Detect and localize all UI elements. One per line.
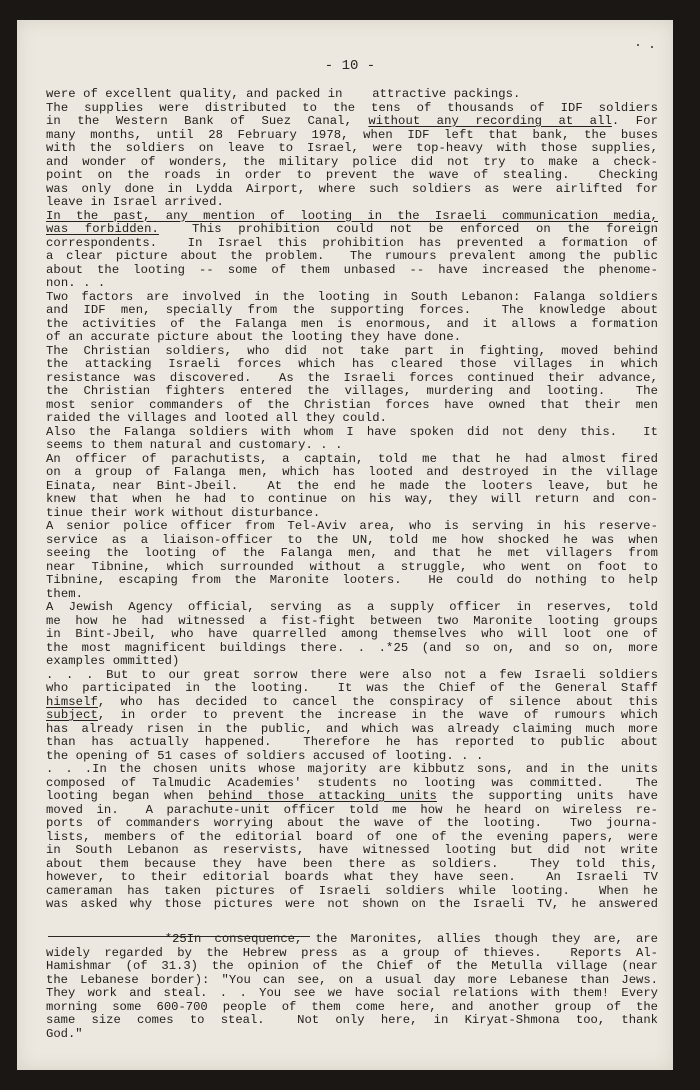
text-run: composed of Talmudic Academies' students no looting was committed. The [46, 775, 658, 790]
footnote-line [46, 974, 658, 988]
text-line [46, 385, 658, 399]
text-run: near Tibnine, which surrounded without a struggle, who went on foot to [46, 559, 658, 574]
text-line [46, 358, 658, 372]
text-line [46, 669, 658, 683]
text-run: An officer of parachutists, a captain, told me that he had almost fired [46, 451, 658, 466]
text-run: with the soldiers on leave to Israel, were top-heavy with those supplies, [46, 141, 658, 155]
text-line [46, 844, 658, 858]
text-line [46, 534, 658, 548]
text-run: resistance was discovered. As the Israeli forces continued their advance, [46, 370, 658, 385]
text-run: ports of commanders worrying about the wave of the looting. Two journa- [46, 816, 658, 830]
text-run: cameraman has taken pictures of Israeli soldiers while looting. When he [46, 883, 658, 898]
text-run: . . . But to our great sorrow there were also not a few Israeli soldiers [46, 667, 658, 682]
text-run: of an accurate picture about the looting they have done. [46, 330, 462, 344]
text-line [46, 318, 658, 332]
text-run: was only done in Lydda Airport, where such soldiers as were airlifted for [46, 181, 658, 196]
text-run: tinue their work without disturbance. [46, 505, 321, 520]
text-run: moved in. A parachute-unit officer told me how he heard on wireless re- [46, 802, 658, 817]
text-run: me how he had witnessed a fist-fight between two Maronite looting groups [46, 613, 658, 628]
text-line [46, 507, 658, 521]
text-run: examples ommitted) [46, 654, 180, 668]
text-line [46, 250, 658, 264]
text-line [46, 196, 658, 210]
text-run: The supplies were distributed to the tens of thousands of IDF soldiers [46, 100, 658, 115]
text-line [46, 372, 658, 386]
text-line [46, 817, 658, 831]
text-line [46, 871, 658, 885]
text-line [46, 547, 658, 561]
text-run: raided the villages and looted all they could. [46, 411, 388, 425]
text-line [46, 426, 658, 440]
text-run: who participated in the looting. It was the Chief of the General Staff [46, 681, 658, 695]
text-line [46, 237, 658, 251]
paper-speck [651, 46, 653, 48]
footnote-line [46, 1028, 658, 1042]
text-run: the Christian fighters entered the villages, murdering and looting. The [46, 384, 658, 398]
text-run: Also the Falanga soldiers with whom I have spoken did not deny this. It [46, 424, 658, 439]
text-run: most senior commanders of the Christian forces have owned that their men [46, 397, 658, 412]
text-run: same size comes to steal. Not only here, in Kiryat-Shmona too, thank [46, 1013, 658, 1027]
text-line [46, 304, 658, 318]
text-run: about the looting -- some of them unbased -- have increased the phenome- [46, 262, 658, 277]
footnote-line [46, 1014, 658, 1028]
text-line [46, 129, 658, 143]
footnote-line [46, 987, 658, 1001]
text-line [46, 291, 658, 305]
text-line [46, 102, 658, 116]
text-line [46, 277, 658, 291]
text-line [46, 642, 658, 656]
text-line [46, 574, 658, 588]
paper-speck [637, 44, 639, 46]
text-run: , who has decided to cancel the conspiracy of silence about this [97, 694, 658, 709]
text-run: lists, members of the editorial board of one of the evening papers, were [46, 829, 658, 844]
text-run: them. [46, 586, 84, 601]
text-run: They work and steal. . . You see we have social relations with them! Every [46, 986, 658, 1000]
text-run: point on the roads in order to prevent the wave of stealing. Checking [46, 168, 658, 182]
footnote-line [46, 947, 658, 961]
text-run: seems to them natural and customary. . . [46, 438, 343, 452]
underlined-text: himself [46, 694, 98, 709]
text-line [46, 412, 658, 426]
text-run: however, to their editorial boards what they have seen. An Israeli TV [46, 870, 658, 884]
text-line [46, 88, 658, 102]
underlined-text: was forbidden. [46, 222, 159, 236]
text-line [46, 142, 658, 156]
text-line [46, 520, 658, 534]
text-line [46, 439, 658, 453]
text-run: service as a liaison-officer to the UN, told me how shocked he was when [46, 532, 658, 547]
text-run: looting began when [46, 789, 209, 803]
text-line [46, 183, 658, 197]
text-line [46, 885, 658, 899]
text-run: and IDF men, specially from the supporting forces. The knowledge about [46, 303, 658, 317]
text-run: This prohibition could not be enforced on the foreign [158, 222, 658, 236]
text-run: Einata, near Bint-Jbeil. At the end he made the looters leave, but he [46, 478, 658, 493]
text-line [46, 588, 658, 602]
text-run: , in order to prevent the increase in the wave of rumours which [97, 708, 658, 722]
text-run: morning some 600-700 people of them come here, and another group of the [46, 999, 658, 1014]
text-line [46, 763, 658, 777]
text-line [46, 115, 658, 129]
text-line [46, 223, 658, 237]
text-run: the activities of the Falanga men is enormous, and it allows a formation [46, 316, 658, 331]
text-line [46, 264, 658, 278]
text-line [46, 345, 658, 359]
text-run: knew that when he had to continue on his way, they will return and con- [46, 492, 658, 506]
text-line [46, 858, 658, 872]
text-line [46, 804, 658, 818]
text-run: the Lebanese border): "You can see, on a usual day more Lebanese than Jews. [46, 972, 658, 987]
text-run: and wonder of wonders, the military police did not try to make a check- [46, 154, 658, 169]
text-run: was asked why those pictures were not shown on the Israeli TV, he answered [46, 897, 658, 911]
text-run: Hamishmar (of 31.3) the opinion of the Chief of the Metulla village (near [46, 959, 658, 973]
text-line [46, 790, 658, 804]
text-run: in the Western Bank of Suez Canal, [46, 114, 369, 128]
text-run: the opening of 51 cases of soldiers accused of looting. . . [46, 748, 484, 763]
text-run: the supporting units have [436, 789, 658, 803]
text-line [46, 561, 658, 575]
text-line [46, 156, 658, 170]
underlined-text: behind those attacking units [208, 789, 437, 803]
text-run: seeing the looting of the Falanga men, and that he met villagers from [46, 546, 658, 560]
page-number: - 10 - [324, 58, 376, 74]
text-run: has already risen in the public, and which was already claiming much more [46, 721, 658, 736]
footnote-line [46, 1001, 658, 1015]
text-line [46, 831, 658, 845]
underlined-text: subject [46, 708, 98, 722]
text-line [46, 777, 658, 791]
text-line [46, 210, 658, 224]
text-line [46, 399, 658, 413]
text-line [46, 709, 658, 723]
text-run: in Bint-Jbeil, who have quarrelled among themselves who will loot one of [46, 627, 658, 641]
text-line [46, 331, 658, 345]
text-run: God." [46, 1026, 83, 1041]
text-run: leave in Israel arrived. [46, 195, 224, 209]
text-run: . For [611, 114, 658, 128]
text-run: *25In consequence, the Maronites, allies though they are, are [46, 932, 658, 946]
text-line [46, 480, 658, 494]
text-line [46, 736, 658, 750]
text-line [46, 453, 658, 467]
text-run: the most magnificent buildings there. . .*25 (and so on, and so on, more [46, 640, 658, 655]
text-run: non. . . [46, 276, 106, 290]
text-run: many months, until 28 February 1978, when IDF left that bank, the buses [46, 127, 658, 142]
footnote-line [46, 933, 658, 947]
body-text [46, 88, 658, 912]
text-run: the attacking Israeli forces which has cleared those villages in which [46, 357, 658, 371]
text-line [46, 898, 658, 912]
text-run: a clear picture about the problem. The rumours prevalent among the public [46, 249, 658, 263]
text-run: A senior police officer from Tel-Aviv area, who is serving in his reserve- [46, 519, 658, 533]
text-line [46, 723, 658, 737]
text-run: A Jewish Agency official, serving as a supply officer in reserves, told [46, 600, 658, 614]
text-run: in South Lebanon as reservists, have witnessed looting but did not write [46, 843, 658, 857]
text-line [46, 682, 658, 696]
footnote [46, 933, 658, 1041]
text-run: Tibnine, escaping from the Maronite looters. He could do nothing to help [46, 573, 658, 587]
text-run: The Christian soldiers, who did not take part in fighting, moved behind [46, 343, 658, 358]
text-run: on a group of Falanga men, which has looted and destroyed in the village [46, 465, 658, 479]
underlined-text: In the past, any mention of looting in the Israeli communication media, [46, 208, 658, 223]
text-run: about them because they have been there as soldiers. They told this, [46, 856, 658, 871]
text-run: widely regarded by the Hebrew press as a group of thieves. Reports Al- [46, 945, 658, 960]
text-run: . . .In the chosen units whose majority are kibbutz sons, and in the units [46, 762, 658, 776]
text-line [46, 615, 658, 629]
text-line [46, 655, 658, 669]
text-line [46, 628, 658, 642]
text-line [46, 750, 658, 764]
text-run: than has actually happened. Therefore he has reported to public about [46, 735, 658, 749]
text-line [46, 696, 658, 710]
text-run: Two factors are involved in the looting in South Lebanon: Falanga soldiers [46, 289, 658, 304]
underlined-text: without any recording at all [368, 114, 612, 128]
text-run: correspondents. In Israel this prohibition has prevented a formation of [46, 235, 658, 250]
text-line [46, 493, 658, 507]
text-line [46, 169, 658, 183]
text-run: were of excellent quality, and packed in attractive packings. [46, 87, 521, 101]
text-line [46, 601, 658, 615]
footnote-line [46, 960, 658, 974]
text-line [46, 466, 658, 480]
